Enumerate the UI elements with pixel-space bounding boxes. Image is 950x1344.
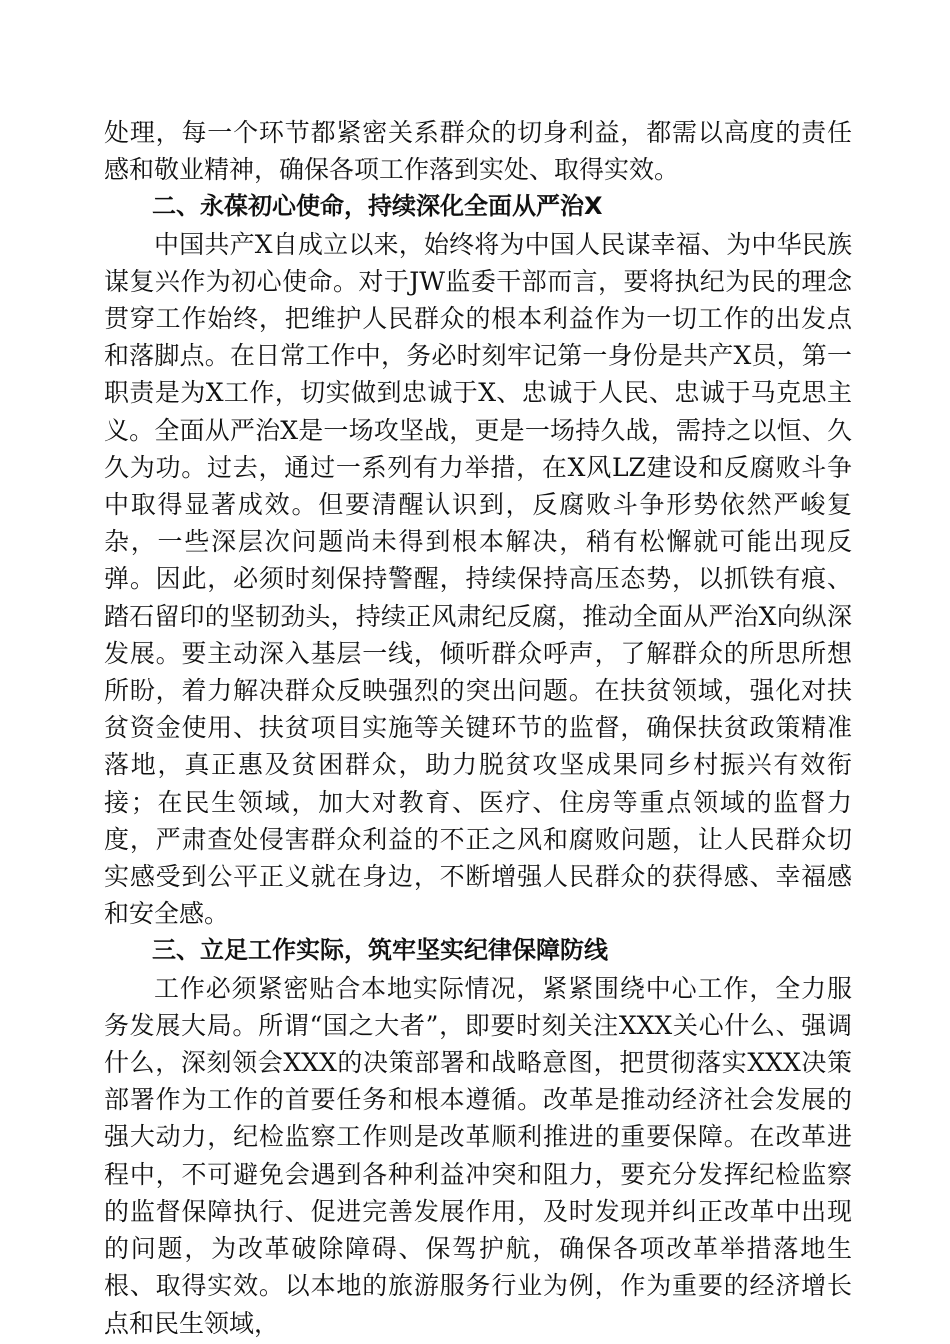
section-heading-3: 三、立足工作实际，筑牢坚实纪律保障防线 xyxy=(152,936,608,965)
section-heading-2: 二、永葆初心使命，持续深化全面从严治X xyxy=(152,192,603,221)
section-paragraph-2: 中国共产X自成立以来，始终将为中国人民谋幸福、为中华民族谋复兴作为初心使命。对于JW监委干部而言，要将执纪为民的理念贯穿工作始终，把维护人民群众的根本利益作为一切工作的出发点和落脚点。在日常工作中，务必时刻牢记第一身份是共产X员，第一职责是为X工作，切实做到忠诚于X、忠诚于人民、忠诚于马克思主义。全面从严治X是一场攻坚战，更是一场持久战，需持之以恒、久久为功。过去，通过一系列有力举措，在X风LZ建设和反腐败斗争中取得显著成效。但要清醒认识到，反腐败斗争形势依然严峻复杂，一些深层次问题尚未得到根本解决，稍有松懈就可能出现反弹。因此，必须时刻保持警醒，持续保持高压态势，以抓铁有痕、踏石留印的坚韧劲头，持续正风肃纪反腐，推动全面从严治X向纵深发展。要主动深入基层一线，倾听群众呼声，了解群众的所思所想所盼，着力解决群众反映强烈的突出问题。在扶贫领域，强化对扶贫资金使用、扶贫项目实施等关键环节的监督，确保扶贫政策精准落地，真正惠及贫困群众，助力脱贫攻坚成果同乡村振兴有效衔接；在民生领域，加大对教育、医疗、住房等重点领域的监督力度，严肃查处侵害群众利益的不正之风和腐败问题，让人民群众切实感受到公平正义就在身边，不断增强人民群众的获得感、幸福感和安全感。 xyxy=(104,229,852,929)
document-page xyxy=(104,114,852,1342)
section-paragraph-3: 工作必须紧密贴合本地实际情况，紧紧围绕中心工作，全力服务发展大局。所谓“国之大者”，即要时刻关注XXX关心什么、强调什么，深刻领会XXX的决策部署和战略意图，把贯彻落实XXX决策部署作为工作的首要任务和根本遵循。改革是推动经济社会发展的强大动力，纪检监察工作则是改革顺利推进的重要保障。在改革进程中，不可避免会遇到各种利益冲突和阻力，要充分发挥纪检监察的监督保障执行、促进完善发展作用，及时发现并纠正改革中出现的问题，为改革破除障碍、保驾护航，确保各项改革举措落地生根、取得实效。以本地的旅游服务行业为例，作为重要的经济增长点和民生领域， xyxy=(104,973,852,1338)
paragraph-continued: 处理，每一个环节都紧密关系群众的切身利益，都需以高度的责任感和敬业精神，确保各项工作落到实处、取得实效。 xyxy=(104,118,852,185)
